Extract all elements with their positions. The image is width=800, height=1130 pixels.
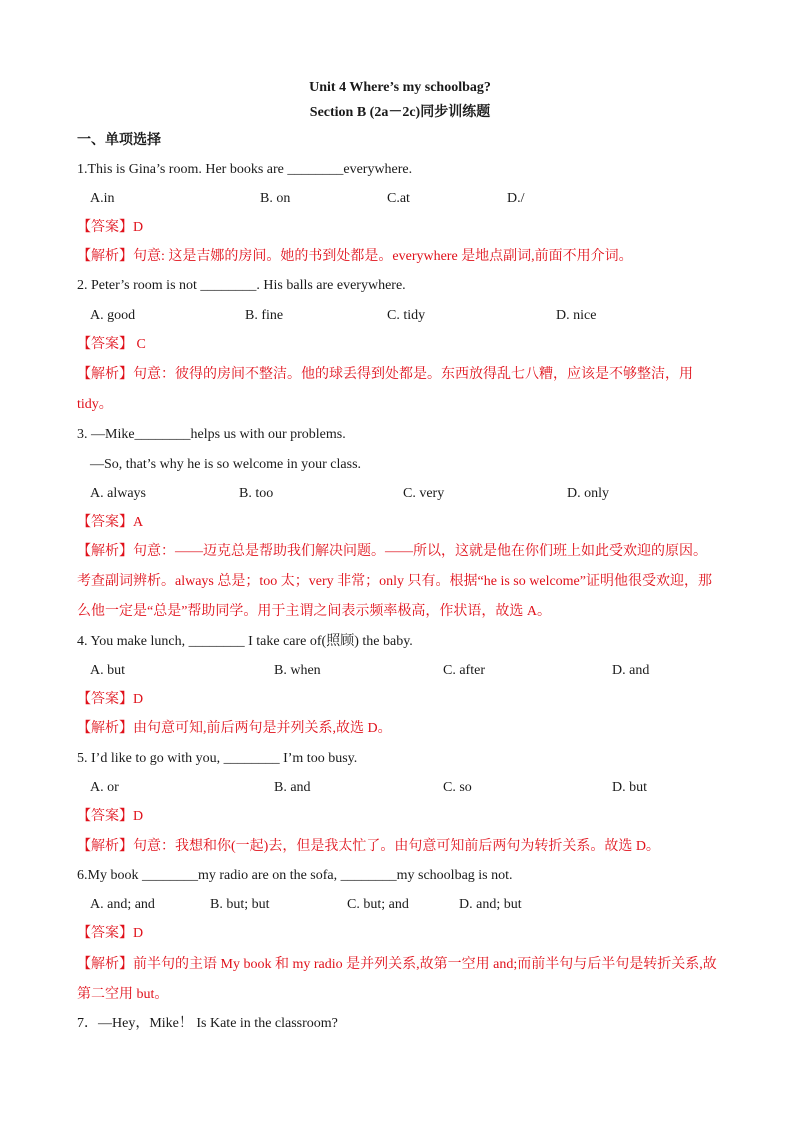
- question-6-analysis-line-1: 【解析】前半句的主语 My book 和 my radio 是并列关系,故第一空用 and;而前半句与后半句是转折关系,故: [77, 957, 717, 972]
- question-2-answer: 【答案】 C: [77, 337, 146, 352]
- question-6-analysis-line-2: 第二空用 but。: [77, 987, 169, 1002]
- option-d: D. and: [612, 663, 650, 678]
- option-c: C. after: [443, 663, 485, 678]
- question-3-analysis-line-3: 么他一定是“总是”帮助同学。用于主谓之间表示频率极高，作状语，故选 A。: [77, 604, 552, 619]
- option-a: A. but: [90, 663, 125, 678]
- doc-subtitle: Section B (2a－2c)同步训练题: [309, 105, 491, 120]
- question-2-analysis-line-2: tidy。: [77, 397, 113, 412]
- section-heading: 一、单项选择: [77, 133, 161, 148]
- question-2-stem: 2. Peter’s room is not ________. His balls are everywhere.: [77, 278, 406, 293]
- question-3-answer: 【答案】A: [77, 515, 144, 530]
- question-5-analysis: 【解析】句意：我想和你(一起)去，但是我太忙了。由句意可知前后两句为转折关系。故选 D。: [77, 839, 660, 854]
- option-b: B. on: [260, 191, 291, 206]
- question-5-answer: 【答案】D: [77, 809, 144, 824]
- question-7-stem: 7．—Hey，Mike！ Is Kate in the classroom?: [77, 1016, 338, 1031]
- question-5-stem: 5. I’d like to go with you, ________ I’m too busy.: [77, 751, 358, 766]
- option-d: D./: [507, 191, 525, 206]
- option-b: B. too: [239, 486, 274, 501]
- doc-title: Unit 4 Where’s my schoolbag?: [309, 80, 491, 95]
- option-c: C.at: [387, 191, 410, 206]
- question-6-stem: 6.My book ________my radio are on the sofa, ________my schoolbag is not.: [77, 868, 513, 883]
- option-a: A. always: [90, 486, 146, 501]
- option-a: A.in: [90, 191, 115, 206]
- question-3-stem: 3. —Mike________helps us with our problems.: [77, 427, 346, 442]
- option-b: B. when: [274, 663, 321, 678]
- option-a: A. or: [90, 780, 119, 795]
- option-a: A. and; and: [90, 897, 155, 912]
- question-4-answer: 【答案】D: [77, 692, 144, 707]
- option-b: B. and: [274, 780, 311, 795]
- option-c: C. tidy: [387, 308, 426, 323]
- option-b: B. but; but: [210, 897, 270, 912]
- question-4-analysis: 【解析】由句意可知,前后两句是并列关系,故选 D。: [77, 721, 392, 736]
- question-3-analysis-line-1: 【解析】句意：——迈克总是帮助我们解决问题。——所以，这就是他在你们班上如此受欢迎的原因。: [77, 544, 707, 559]
- option-b: B. fine: [245, 308, 284, 323]
- option-d: D. nice: [556, 308, 597, 323]
- option-d: D. only: [567, 486, 609, 501]
- question-3-analysis-line-2: 考查副词辨析。always 总是；too 太；very 非常；only 只有。根据“he is so welcome”证明他很受欢迎，那: [77, 574, 712, 589]
- option-a: A. good: [90, 308, 136, 323]
- question-1-answer: 【答案】D: [77, 220, 144, 235]
- option-c: C. but; and: [347, 897, 409, 912]
- option-c: C. very: [403, 486, 445, 501]
- question-3-stem-reply: —So, that’s why he is so welcome in your class.: [90, 457, 362, 472]
- option-c: C. so: [443, 780, 472, 795]
- option-d: D. but: [612, 780, 647, 795]
- question-6-answer: 【答案】D: [77, 926, 144, 941]
- question-4-stem: 4. You make lunch, ________ I take care of(照顾) the baby.: [77, 634, 413, 649]
- question-1-stem: 1.This is Gina’s room. Her books are ________everywhere.: [77, 162, 413, 177]
- question-2-analysis-line-1: 【解析】句意：彼得的房间不整洁。他的球丢得到处都是。东西放得乱七八糟，应该是不够整洁，用: [77, 367, 693, 382]
- option-d: D. and; but: [459, 897, 522, 912]
- question-1-analysis: 【解析】句意: 这是吉娜的房间。她的书到处都是。everywhere 是地点副词,前面不用介词。: [77, 249, 633, 264]
